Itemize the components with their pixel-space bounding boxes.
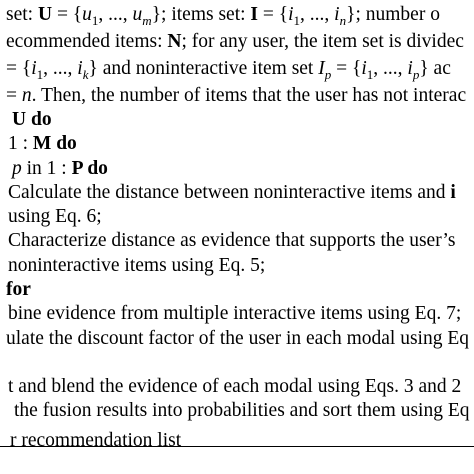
line-segment: 1 xyxy=(293,12,301,28)
line-segment: = { xyxy=(331,58,362,79)
line-segment: , ..., xyxy=(373,58,408,79)
line-segment: }; number o xyxy=(346,4,440,25)
line-segment: u xyxy=(82,4,92,25)
line-segment: p xyxy=(324,66,332,82)
line-segment: = { xyxy=(6,58,32,79)
line-segment: ecommended items: xyxy=(6,31,168,52)
line-segment: Characterize distance as evidence that supports the user’s xyxy=(8,230,456,251)
algorithm-line xyxy=(8,254,265,278)
line-segment: p xyxy=(12,158,22,179)
line-segment: N xyxy=(167,31,182,52)
line-segment: = { xyxy=(52,4,83,25)
line-segment: 1 xyxy=(91,12,99,28)
line-segment: U xyxy=(12,109,27,130)
line-segment: do xyxy=(82,158,108,179)
line-segment: i xyxy=(77,58,83,79)
line-segment: }; items set: xyxy=(151,4,251,25)
line-segment: } ac xyxy=(419,58,451,79)
line-segment: do xyxy=(51,133,77,154)
line-segment: = { xyxy=(258,4,289,25)
line-segment: 1 : xyxy=(8,133,33,154)
line-segment: , ..., xyxy=(43,58,78,79)
line-segment: bine evidence from multiple interactive items using Eq. 7; xyxy=(8,303,462,324)
line-segment: r recommendation list xyxy=(10,430,182,451)
algorithm-line xyxy=(12,157,108,181)
line-segment: u xyxy=(132,4,143,25)
algorithm-line xyxy=(8,181,456,205)
algorithm-line xyxy=(6,84,466,108)
line-segment: i xyxy=(31,58,37,79)
line-segment: I xyxy=(318,58,325,79)
line-segment: n xyxy=(21,85,32,106)
line-segment: } and noninteractive item set xyxy=(88,58,319,79)
line-segment: , ..., xyxy=(300,4,335,25)
line-segment: Calculate the distance between noninteractive items and xyxy=(8,182,451,203)
line-segment: P xyxy=(71,158,83,179)
line-segment: , ..., xyxy=(98,4,133,25)
line-segment: i xyxy=(334,4,340,25)
algorithm-line xyxy=(8,375,461,399)
algorithm-line xyxy=(8,205,102,229)
line-segment: M xyxy=(32,133,52,154)
line-segment: n xyxy=(339,12,347,28)
line-segment: 1 xyxy=(366,66,374,82)
algorithm-line xyxy=(6,30,464,54)
line-segment: using Eq. 6; xyxy=(8,206,102,227)
line-segment: m xyxy=(142,12,152,28)
line-segment: k xyxy=(82,66,89,82)
line-segment: set: xyxy=(6,4,38,25)
line-segment: noninteractive items using Eq. 5; xyxy=(8,255,266,276)
line-segment: p xyxy=(412,66,420,82)
line-segment: t and blend the evidence of each modal using Eqs. 3 and 2 xyxy=(8,376,462,397)
algorithm-line xyxy=(14,399,470,423)
line-segment: U xyxy=(37,4,53,25)
line-segment: . Then, the number of items that the user has not interac xyxy=(31,85,467,106)
algorithm-line xyxy=(12,108,52,132)
line-segment: ; for any user, the item set is dividec xyxy=(181,31,464,52)
line-segment: i xyxy=(288,4,294,25)
algorithm-line xyxy=(6,327,469,351)
line-segment: i xyxy=(450,182,456,203)
line-segment: ulate the discount factor of the user in each modal using Eq xyxy=(6,328,469,349)
line-segment: the fusion results into probabilities and sort them using Eq xyxy=(14,400,470,421)
algorithm-line xyxy=(6,278,31,302)
line-segment: do xyxy=(26,109,52,130)
algorithm-line xyxy=(8,302,461,326)
algorithm-line xyxy=(8,132,77,156)
line-segment: = xyxy=(6,85,22,106)
line-segment: in 1 : xyxy=(21,158,72,179)
algorithm-line xyxy=(6,3,440,27)
algorithm-line xyxy=(10,429,181,453)
algorithm-line xyxy=(8,229,455,253)
line-segment: 1 xyxy=(36,66,44,82)
line-segment: i xyxy=(361,58,367,79)
line-segment: I xyxy=(250,4,259,25)
line-segment: for xyxy=(6,279,31,300)
line-segment: i xyxy=(407,58,413,79)
algorithm-line xyxy=(6,57,451,81)
